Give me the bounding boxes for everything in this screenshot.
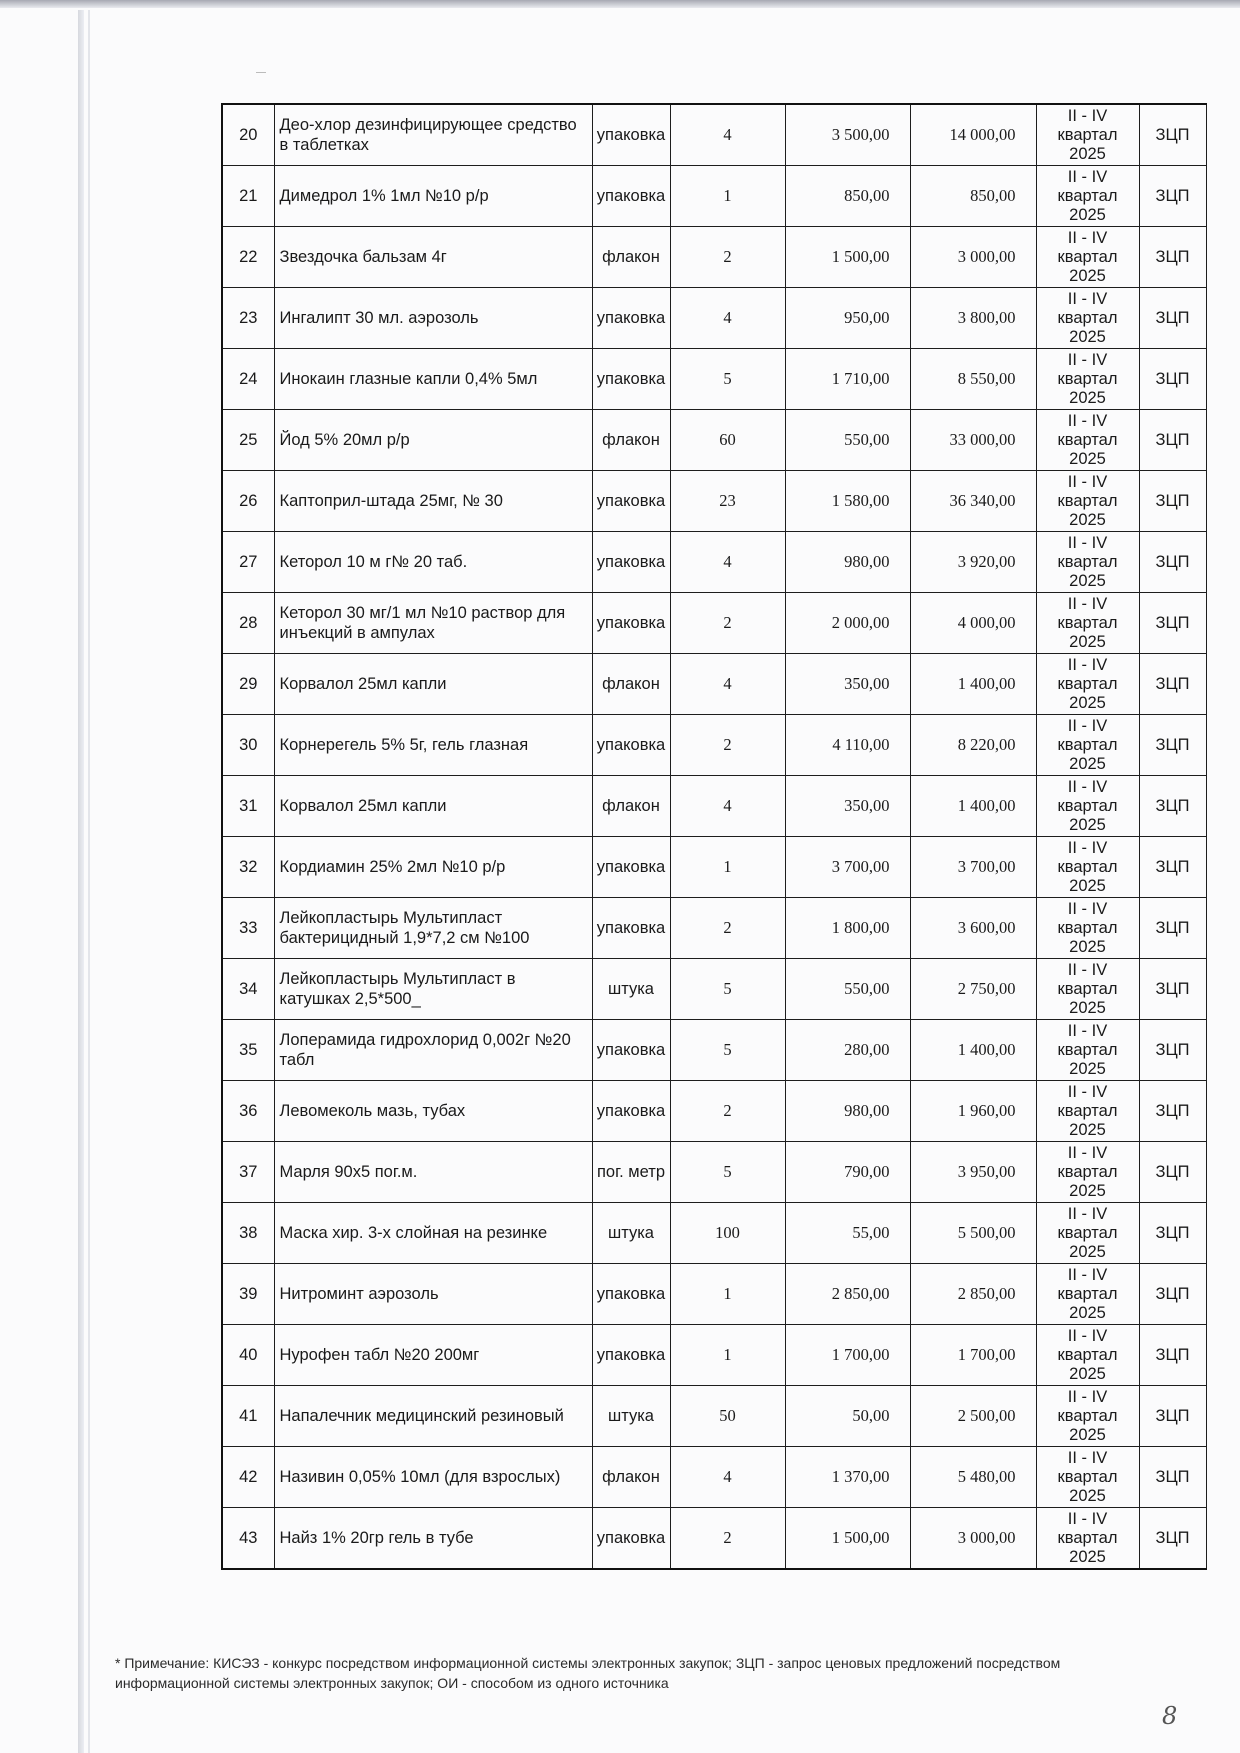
item-name: Маска хир. 3-х слойная на резинке [274,1203,592,1264]
delivery-period [1036,1325,1139,1386]
unit-price: 350,00 [785,776,910,837]
unit-price: 980,00 [785,1081,910,1142]
delivery-period [1036,715,1139,776]
delivery-period [1036,1264,1139,1325]
table-row [222,715,1206,776]
item-name: Кеторол 30 мг/1 мл №10 раствор для инъекций в ампулах [274,593,592,654]
delivery-period-line: квартал [1057,796,1118,815]
table-row [222,1142,1206,1203]
item-name: Каптоприл-штада 25мг, № 30 [274,471,592,532]
scan-edge-top [0,0,1240,8]
footnote-line-1: * Примечание: КИСЭЗ - конкурс посредством информационной системы электронных закупок; ЗЦП - запрос ценовых предложений посредством [115,1655,1061,1671]
delivery-period [1036,166,1139,227]
delivery-period-line: II - IV [1067,1143,1108,1162]
table-row [222,1264,1206,1325]
delivery-period-line: квартал [1057,1284,1118,1303]
delivery-period-line: 2025 [1069,754,1106,773]
delivery-period-line: квартал [1057,1345,1118,1364]
quantity: 4 [670,532,785,593]
table-row [222,776,1206,837]
delivery-period [1036,898,1139,959]
unit-of-measure: упаковка [592,837,670,898]
delivery-period [1036,1203,1139,1264]
unit-of-measure: флакон [592,654,670,715]
procurement-method: ЗЦП [1139,104,1206,166]
total-sum: 1 400,00 [910,776,1036,837]
row-number: 33 [222,898,274,959]
delivery-period-line: 2025 [1069,388,1106,407]
delivery-period-line: II - IV [1067,289,1108,308]
scan-dash [256,72,266,73]
delivery-period-line: квартал [1057,186,1118,205]
unit-price: 2 000,00 [785,593,910,654]
item-name: Нурофен табл №20 200мг [274,1325,592,1386]
row-number: 42 [222,1447,274,1508]
delivery-period-line: II - IV [1067,716,1108,735]
total-sum: 2 500,00 [910,1386,1036,1447]
delivery-period [1036,1142,1139,1203]
table-row [222,654,1206,715]
delivery-period-line: 2025 [1069,632,1106,651]
delivery-period-line: квартал [1057,430,1118,449]
row-number: 22 [222,227,274,288]
total-sum: 1 400,00 [910,654,1036,715]
row-number: 35 [222,1020,274,1081]
delivery-period-line: 2025 [1069,144,1106,163]
delivery-period-line: 2025 [1069,998,1106,1017]
delivery-period [1036,410,1139,471]
procurement-method: ЗЦП [1139,1447,1206,1508]
delivery-period-line: II - IV [1067,1509,1108,1528]
delivery-period-line: 2025 [1069,327,1106,346]
total-sum: 2 750,00 [910,959,1036,1020]
delivery-period-line: II - IV [1067,411,1108,430]
quantity: 60 [670,410,785,471]
procurement-method: ЗЦП [1139,1203,1206,1264]
delivery-period-line: квартал [1057,1162,1118,1181]
delivery-period [1036,471,1139,532]
delivery-period-line: квартал [1057,308,1118,327]
delivery-period-line: II - IV [1067,1448,1108,1467]
scan-edge-left-line [88,10,90,1753]
delivery-period-line: II - IV [1067,533,1108,552]
row-number: 41 [222,1386,274,1447]
total-sum: 1 700,00 [910,1325,1036,1386]
table-row [222,959,1206,1020]
quantity: 1 [670,837,785,898]
delivery-period-line: II - IV [1067,106,1108,125]
row-number: 23 [222,288,274,349]
table-row [222,1386,1206,1447]
procurement-method: ЗЦП [1139,166,1206,227]
total-sum: 3 600,00 [910,898,1036,959]
delivery-period-line: II - IV [1067,167,1108,186]
item-name: Марля 90х5 пог.м. [274,1142,592,1203]
row-number: 28 [222,593,274,654]
total-sum: 3 800,00 [910,288,1036,349]
row-number: 32 [222,837,274,898]
delivery-period [1036,593,1139,654]
unit-of-measure: упаковка [592,288,670,349]
table-row [222,104,1206,166]
delivery-period-line: 2025 [1069,1547,1106,1566]
delivery-period-line: квартал [1057,1101,1118,1120]
delivery-period [1036,227,1139,288]
total-sum: 850,00 [910,166,1036,227]
delivery-period-line: 2025 [1069,1364,1106,1383]
row-number: 38 [222,1203,274,1264]
total-sum: 1 400,00 [910,1020,1036,1081]
item-name: Корнерегель 5% 5г, гель глазная [274,715,592,776]
row-number: 21 [222,166,274,227]
procurement-method: ЗЦП [1139,776,1206,837]
procurement-method: ЗЦП [1139,288,1206,349]
delivery-period-line: II - IV [1067,1082,1108,1101]
delivery-period-line: 2025 [1069,693,1106,712]
delivery-period-line: 2025 [1069,205,1106,224]
quantity: 4 [670,104,785,166]
delivery-period-line: II - IV [1067,899,1108,918]
table-row [222,1508,1206,1570]
unit-price: 850,00 [785,166,910,227]
quantity: 50 [670,1386,785,1447]
total-sum: 8 220,00 [910,715,1036,776]
table-row [222,349,1206,410]
delivery-period-line: 2025 [1069,937,1106,956]
total-sum: 8 550,00 [910,349,1036,410]
procurement-method: ЗЦП [1139,349,1206,410]
item-name: Инокаин глазные капли 0,4% 5мл [274,349,592,410]
unit-of-measure: упаковка [592,715,670,776]
procurement-table [221,103,1207,1570]
delivery-period-line: II - IV [1067,777,1108,796]
unit-of-measure: флакон [592,410,670,471]
delivery-period-line: квартал [1057,918,1118,937]
unit-of-measure: упаковка [592,1508,670,1570]
unit-of-measure: флакон [592,1447,670,1508]
footnote-line-2: информационной системы электронных закупок; ОИ - способом из одного источника [115,1675,669,1691]
delivery-period-line: II - IV [1067,1021,1108,1040]
delivery-period-line: квартал [1057,1040,1118,1059]
row-number: 43 [222,1508,274,1570]
total-sum: 3 000,00 [910,227,1036,288]
quantity: 2 [670,1081,785,1142]
delivery-period-line: II - IV [1067,1204,1108,1223]
quantity: 23 [670,471,785,532]
delivery-period-line: 2025 [1069,449,1106,468]
total-sum: 5 500,00 [910,1203,1036,1264]
quantity: 1 [670,1325,785,1386]
procurement-method: ЗЦП [1139,959,1206,1020]
unit-price: 3 700,00 [785,837,910,898]
unit-price: 1 800,00 [785,898,910,959]
delivery-period [1036,1081,1139,1142]
delivery-period-line: II - IV [1067,350,1108,369]
item-name: Нитроминт аэрозоль [274,1264,592,1325]
unit-price: 550,00 [785,410,910,471]
total-sum: 5 480,00 [910,1447,1036,1508]
unit-of-measure: штука [592,1386,670,1447]
row-number: 34 [222,959,274,1020]
unit-of-measure: упаковка [592,349,670,410]
item-name: Корвалол 25мл капли [274,654,592,715]
unit-of-measure: упаковка [592,1325,670,1386]
table-row [222,166,1206,227]
delivery-period-line: 2025 [1069,1425,1106,1444]
total-sum: 33 000,00 [910,410,1036,471]
delivery-period-line: II - IV [1067,1265,1108,1284]
row-number: 29 [222,654,274,715]
total-sum: 3 700,00 [910,837,1036,898]
delivery-period-line: 2025 [1069,1181,1106,1200]
procurement-method: ЗЦП [1139,1386,1206,1447]
delivery-period-line: 2025 [1069,571,1106,590]
unit-price: 790,00 [785,1142,910,1203]
delivery-period-line: квартал [1057,613,1118,632]
delivery-period-line: 2025 [1069,1059,1106,1078]
row-number: 30 [222,715,274,776]
row-number: 39 [222,1264,274,1325]
table-row [222,898,1206,959]
row-number: 24 [222,349,274,410]
quantity: 4 [670,288,785,349]
row-number: 37 [222,1142,274,1203]
quantity: 4 [670,654,785,715]
delivery-period-line: квартал [1057,125,1118,144]
unit-price: 1 500,00 [785,1508,910,1570]
delivery-period-line: 2025 [1069,1486,1106,1505]
unit-price: 550,00 [785,959,910,1020]
unit-of-measure: упаковка [592,471,670,532]
item-name: Напалечник медицинский резиновый [274,1386,592,1447]
row-number: 26 [222,471,274,532]
unit-of-measure: флакон [592,776,670,837]
delivery-period-line: II - IV [1067,1387,1108,1406]
procurement-method: ЗЦП [1139,1325,1206,1386]
scan-edge-left [78,10,84,1753]
table-row [222,1325,1206,1386]
row-number: 36 [222,1081,274,1142]
delivery-period-line: 2025 [1069,266,1106,285]
quantity: 5 [670,959,785,1020]
delivery-period-line: II - IV [1067,594,1108,613]
item-name: Ингалипт 30 мл. аэрозоль [274,288,592,349]
table-row [222,410,1206,471]
total-sum: 3 920,00 [910,532,1036,593]
unit-price: 2 850,00 [785,1264,910,1325]
delivery-period-line: 2025 [1069,510,1106,529]
unit-of-measure: штука [592,959,670,1020]
table-row [222,532,1206,593]
item-name: Лейкопластырь Мультипласт в катушках 2,5*500_ [274,959,592,1020]
delivery-period-line: II - IV [1067,838,1108,857]
unit-of-measure: упаковка [592,1264,670,1325]
delivery-period-line: квартал [1057,857,1118,876]
delivery-period-line: квартал [1057,491,1118,510]
quantity: 1 [670,1264,785,1325]
delivery-period-line: 2025 [1069,1303,1106,1322]
delivery-period [1036,837,1139,898]
procurement-method: ЗЦП [1139,1081,1206,1142]
unit-price: 1 500,00 [785,227,910,288]
item-name: Кеторол 10 м г№ 20 таб. [274,532,592,593]
total-sum: 3 000,00 [910,1508,1036,1570]
total-sum: 1 960,00 [910,1081,1036,1142]
quantity: 5 [670,1142,785,1203]
procurement-method: ЗЦП [1139,1020,1206,1081]
delivery-period [1036,349,1139,410]
unit-price: 1 580,00 [785,471,910,532]
total-sum: 4 000,00 [910,593,1036,654]
procurement-method: ЗЦП [1139,410,1206,471]
total-sum: 36 340,00 [910,471,1036,532]
procurement-method: ЗЦП [1139,532,1206,593]
unit-price: 1 370,00 [785,1447,910,1508]
delivery-period-line: II - IV [1067,228,1108,247]
table-row [222,471,1206,532]
quantity: 2 [670,227,785,288]
unit-of-measure: упаковка [592,1081,670,1142]
unit-of-measure: пог. метр [592,1142,670,1203]
unit-price: 4 110,00 [785,715,910,776]
item-name: Кордиамин 25% 2мл №10 р/р [274,837,592,898]
quantity: 2 [670,898,785,959]
unit-price: 950,00 [785,288,910,349]
unit-of-measure: упаковка [592,1020,670,1081]
procurement-method: ЗЦП [1139,593,1206,654]
item-name: Називин 0,05% 10мл (для взрослых) [274,1447,592,1508]
delivery-period [1036,104,1139,166]
item-name: Лейкопластырь Мультипласт бактерицидный 1,9*7,2 см №100 [274,898,592,959]
unit-of-measure: флакон [592,227,670,288]
item-name: Левомеколь мазь, тубах [274,1081,592,1142]
delivery-period-line: квартал [1057,552,1118,571]
delivery-period-line: квартал [1057,1528,1118,1547]
quantity: 2 [670,715,785,776]
delivery-period-line: квартал [1057,369,1118,388]
item-name: Найз 1% 20гр гель в тубе [274,1508,592,1570]
quantity: 5 [670,349,785,410]
delivery-period-line: квартал [1057,1406,1118,1425]
delivery-period-line: квартал [1057,247,1118,266]
row-number: 27 [222,532,274,593]
delivery-period [1036,532,1139,593]
item-name: Звездочка бальзам 4г [274,227,592,288]
delivery-period-line: квартал [1057,1223,1118,1242]
procurement-method: ЗЦП [1139,837,1206,898]
procurement-method: ЗЦП [1139,1264,1206,1325]
delivery-period [1036,1447,1139,1508]
unit-of-measure: упаковка [592,898,670,959]
unit-price: 1 700,00 [785,1325,910,1386]
delivery-period [1036,654,1139,715]
procurement-method: ЗЦП [1139,898,1206,959]
page-number-handwritten: 8 [1162,1702,1178,1730]
row-number: 25 [222,410,274,471]
table-row [222,227,1206,288]
total-sum: 2 850,00 [910,1264,1036,1325]
unit-price: 280,00 [785,1020,910,1081]
delivery-period [1036,1386,1139,1447]
delivery-period-line: квартал [1057,735,1118,754]
footnote [115,1653,1145,1693]
table-row [222,593,1206,654]
item-name: Димедрол 1% 1мл №10 р/р [274,166,592,227]
delivery-period [1036,959,1139,1020]
unit-price: 3 500,00 [785,104,910,166]
delivery-period-line: II - IV [1067,1326,1108,1345]
delivery-period [1036,1508,1139,1570]
delivery-period-line: квартал [1057,1467,1118,1486]
quantity: 2 [670,593,785,654]
table-row [222,837,1206,898]
unit-price: 350,00 [785,654,910,715]
delivery-period-line: 2025 [1069,1242,1106,1261]
delivery-period-line: квартал [1057,979,1118,998]
delivery-period [1036,288,1139,349]
table-row [222,1203,1206,1264]
table-row [222,288,1206,349]
unit-of-measure: упаковка [592,104,670,166]
row-number: 31 [222,776,274,837]
procurement-method: ЗЦП [1139,471,1206,532]
delivery-period-line: II - IV [1067,655,1108,674]
delivery-period [1036,776,1139,837]
table-row [222,1081,1206,1142]
quantity: 4 [670,1447,785,1508]
item-name: Део-хлор дезинфицирующее средство в таблетках [274,104,592,166]
unit-price: 1 710,00 [785,349,910,410]
unit-price: 980,00 [785,532,910,593]
item-name: Корвалол 25мл капли [274,776,592,837]
quantity: 5 [670,1020,785,1081]
quantity: 2 [670,1508,785,1570]
quantity: 1 [670,166,785,227]
quantity: 100 [670,1203,785,1264]
unit-of-measure: упаковка [592,166,670,227]
total-sum: 3 950,00 [910,1142,1036,1203]
table-row [222,1447,1206,1508]
delivery-period-line: квартал [1057,674,1118,693]
delivery-period-line: 2025 [1069,815,1106,834]
quantity: 4 [670,776,785,837]
delivery-period-line: 2025 [1069,1120,1106,1139]
row-number: 20 [222,104,274,166]
row-number: 40 [222,1325,274,1386]
procurement-method: ЗЦП [1139,1142,1206,1203]
delivery-period-line: II - IV [1067,960,1108,979]
delivery-period-line: 2025 [1069,876,1106,895]
total-sum: 14 000,00 [910,104,1036,166]
unit-of-measure: упаковка [592,593,670,654]
procurement-method: ЗЦП [1139,227,1206,288]
unit-price: 55,00 [785,1203,910,1264]
table-row [222,1020,1206,1081]
delivery-period [1036,1020,1139,1081]
unit-of-measure: штука [592,1203,670,1264]
delivery-period-line: II - IV [1067,472,1108,491]
item-name: Лоперамида гидрохлорид 0,002г №20 табл [274,1020,592,1081]
unit-of-measure: упаковка [592,532,670,593]
procurement-method: ЗЦП [1139,1508,1206,1570]
procurement-method: ЗЦП [1139,715,1206,776]
unit-price: 50,00 [785,1386,910,1447]
item-name: Йод 5% 20мл р/р [274,410,592,471]
procurement-method: ЗЦП [1139,654,1206,715]
